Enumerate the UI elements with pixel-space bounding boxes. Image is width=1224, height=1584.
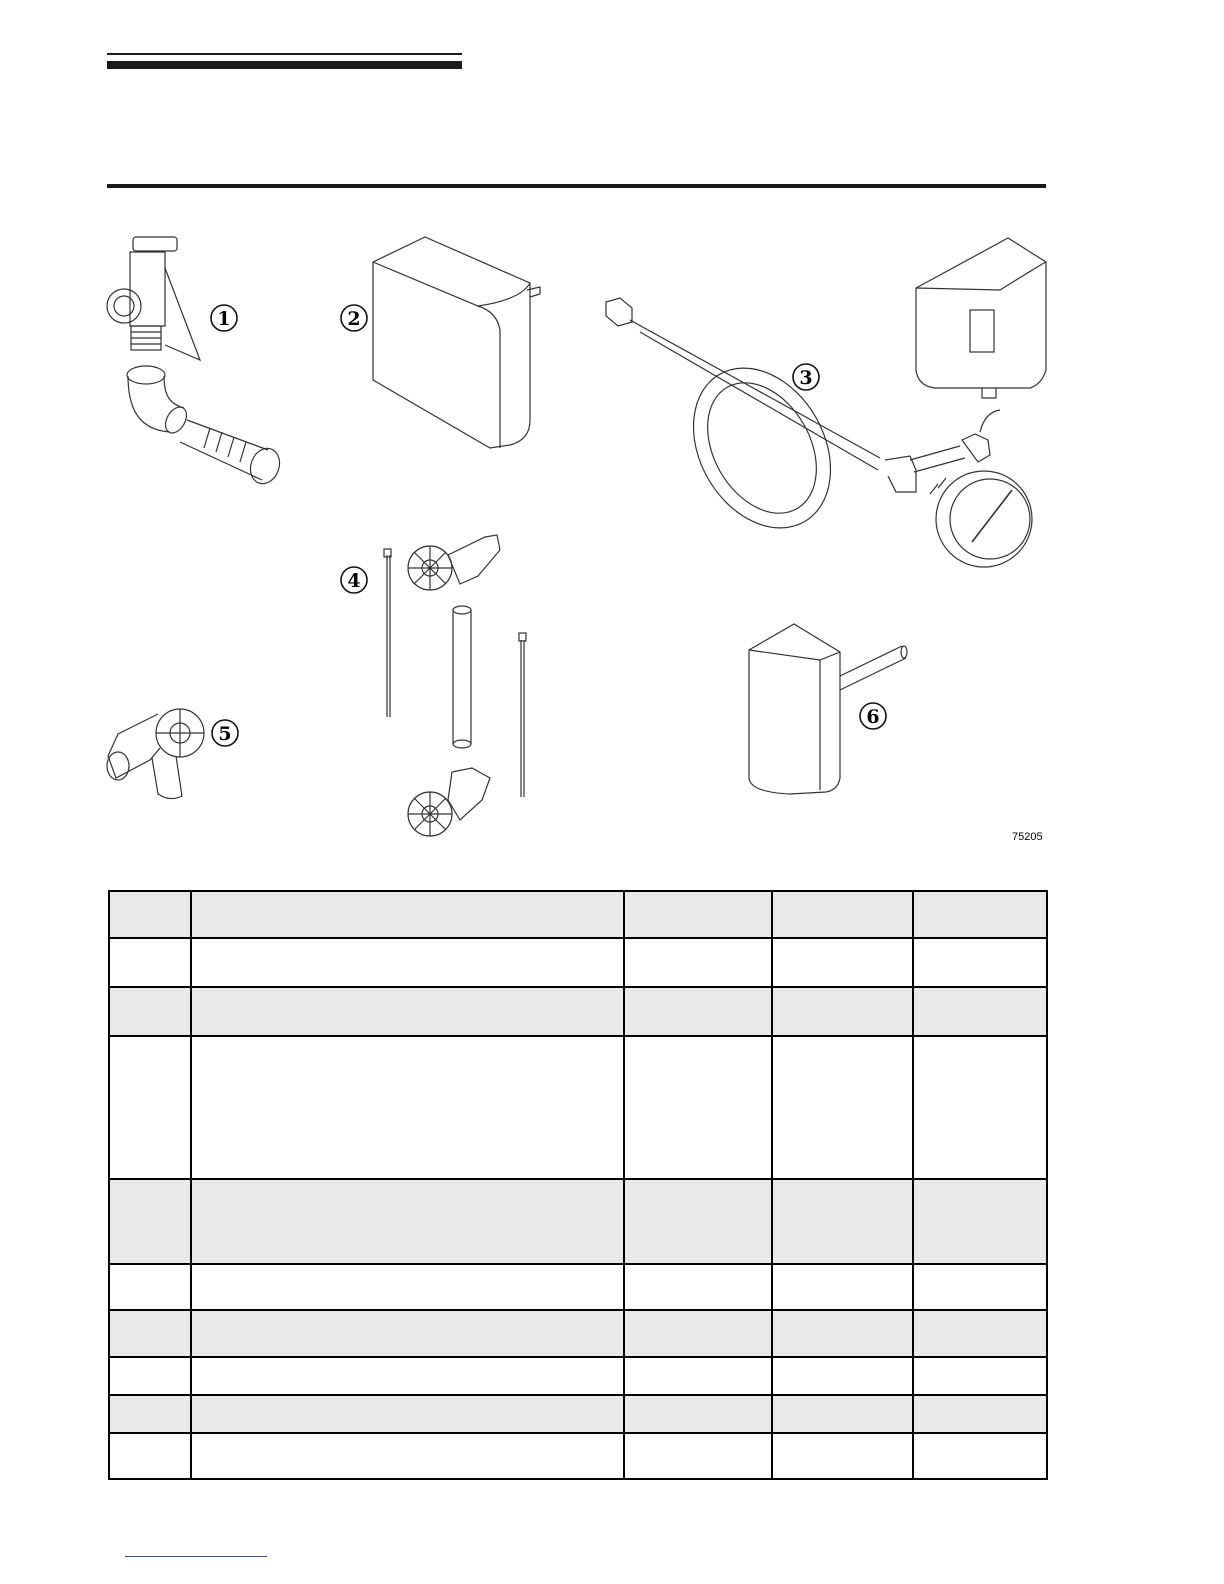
callout-5 — [212, 720, 238, 746]
callout-1 — [211, 305, 237, 331]
relief-valve-assembly — [107, 237, 284, 488]
table-cell — [624, 938, 772, 987]
table-cell — [109, 1433, 191, 1479]
table-cell — [109, 1395, 191, 1433]
table-row — [109, 1179, 1047, 1264]
table-cell — [772, 1179, 913, 1264]
table-cell — [191, 891, 624, 938]
table-row — [109, 1036, 1047, 1179]
callouts — [211, 305, 886, 746]
table-cell — [191, 1036, 624, 1179]
table-row — [109, 1395, 1047, 1433]
drain-valve — [107, 709, 204, 799]
table-cell — [109, 891, 191, 938]
table-cell — [624, 1357, 772, 1395]
svg-text:6: 6 — [866, 706, 880, 728]
svg-text:4: 4 — [347, 570, 361, 592]
valve-and-rod-kit — [384, 535, 526, 836]
table-cell — [913, 1310, 1047, 1357]
table-row — [109, 1310, 1047, 1357]
table-cell — [191, 1395, 624, 1433]
table-cell — [191, 938, 624, 987]
callout-4 — [341, 567, 367, 593]
table-cell — [191, 1433, 624, 1479]
table-cell — [109, 1179, 191, 1264]
table-cell — [624, 1310, 772, 1357]
table-cell — [772, 1310, 913, 1357]
table-cell — [913, 938, 1047, 987]
table-cell — [913, 1036, 1047, 1179]
table-row — [109, 938, 1047, 987]
table-row — [109, 1433, 1047, 1479]
table-cell — [624, 1179, 772, 1264]
table-cell — [109, 1036, 191, 1179]
table-cell — [624, 1036, 772, 1179]
table-row — [109, 1264, 1047, 1310]
callout-6 — [860, 703, 886, 729]
table-cell — [109, 938, 191, 987]
table-cell — [624, 987, 772, 1036]
table-cell — [772, 1264, 913, 1310]
table-cell — [191, 987, 624, 1036]
svg-text:5: 5 — [218, 723, 232, 745]
table-cell — [913, 891, 1047, 938]
table-cell — [772, 1395, 913, 1433]
table-cell — [772, 1036, 913, 1179]
svg-text:1: 1 — [217, 308, 231, 330]
table-cell — [191, 1179, 624, 1264]
table-cell — [913, 1433, 1047, 1479]
table-row — [109, 987, 1047, 1036]
callout-2 — [341, 305, 367, 331]
table-cell — [772, 891, 913, 938]
gauge-assembly — [606, 238, 1046, 567]
table-cell — [191, 1310, 624, 1357]
control-box — [373, 237, 540, 448]
table-cell — [913, 1357, 1047, 1395]
table-cell — [109, 1264, 191, 1310]
table-cell — [109, 987, 191, 1036]
parts-table — [108, 890, 1048, 1480]
svg-text:2: 2 — [347, 308, 361, 330]
table-row — [109, 1357, 1047, 1395]
table-cell — [913, 1264, 1047, 1310]
table-cell — [191, 1357, 624, 1395]
table-cell — [913, 1395, 1047, 1433]
table-cell — [191, 1264, 624, 1310]
footer-link-underline[interactable] — [125, 1556, 267, 1557]
table-cell — [624, 1264, 772, 1310]
table-cell — [772, 1357, 913, 1395]
table-cell — [913, 1179, 1047, 1264]
table-cell — [624, 1395, 772, 1433]
callout-3 — [793, 364, 819, 390]
table-cell — [624, 1433, 772, 1479]
table-cell — [772, 1433, 913, 1479]
table-cell — [109, 1357, 191, 1395]
table-cell — [913, 987, 1047, 1036]
table-cell — [772, 938, 913, 987]
table-cell — [109, 1310, 191, 1357]
figure-number: 75205 — [1012, 831, 1043, 843]
svg-text:3: 3 — [799, 367, 813, 389]
table-cell — [772, 987, 913, 1036]
table-cell — [624, 891, 772, 938]
table-header-row — [109, 891, 1047, 938]
